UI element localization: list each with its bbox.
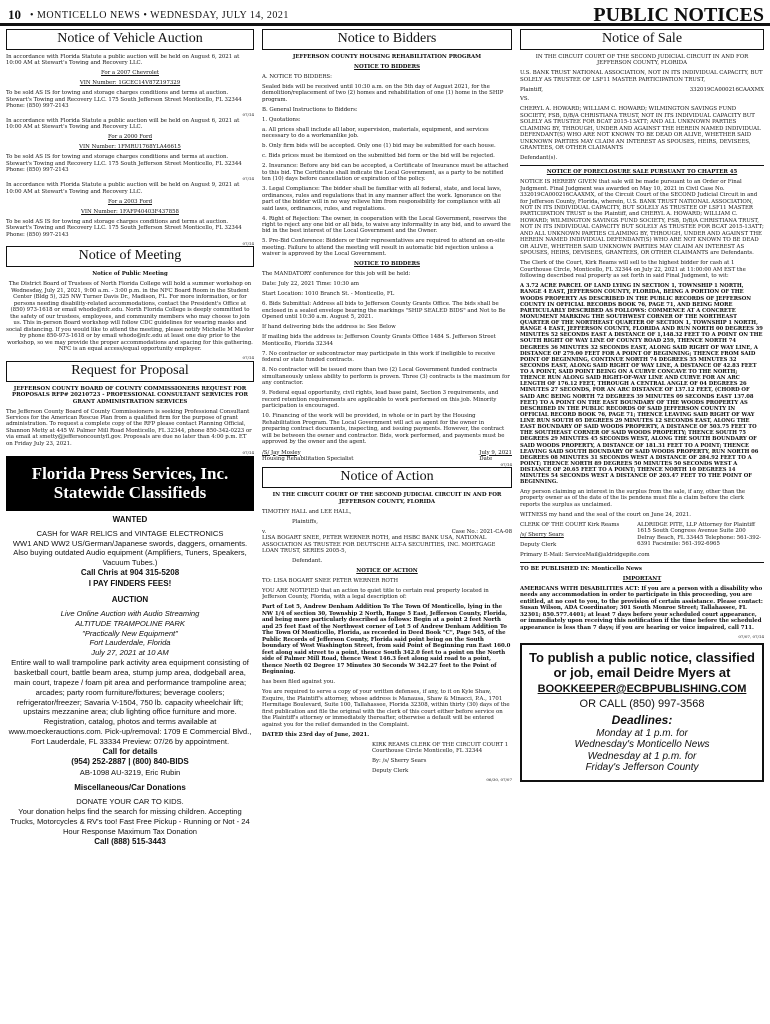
bidders-paragraph: 8. No contractor will be issued more than two (2) Local Government funded contracts simultaneously unless ability to perform is proven. Three (3) contracts is the maximum for any contractor. — [262, 367, 510, 387]
promo-deadline-line: Monday at 1 p.m. for — [596, 727, 688, 739]
action-subheading: NOTICE OF ACTION — [356, 567, 418, 574]
action-paragraph: YOU ARE NOTIFIED that an action to quiet title to certain real property located in Jefferson County, Florida, with a legal description of: — [262, 587, 489, 601]
bidders-paragraph: b. Only firm bids will be accepted. Only one (1) bid may be submitted for each house. — [262, 143, 496, 150]
promo-deadline-line: Wednesday at 1 p.m. for — [587, 750, 697, 762]
sale-deputy: Deputy Clerk — [520, 541, 557, 548]
bidders-paragraph: 5. Pre-Bid Conference: Bidders or their representatives are required to attend an on-site meeting. Failure to attend the meeting will result in automatic bid rejection unless a waiver is approved by the Local Government. — [262, 238, 505, 258]
bidders-section: A. NOTICE TO BIDDERS: — [262, 73, 332, 80]
auction-2-terms: To be sold AS IS for towing and storage charges conditions and terms at auction. Stewart's Towing and Recovery LLC. 175 South Jefferson Street Monticello, FL 32344 Phone: (850) 997-2143 — [6, 154, 242, 174]
wanted-heading: WANTED — [112, 514, 148, 524]
classifieds — [6, 515, 254, 847]
masthead: • MONTICELLO NEWS • WEDNESDAY, JULY 14, 2021 — [30, 10, 289, 21]
bidders-paragraph: c. Bids prices must be itemized on the submitted bid form or the bid will be rejected. — [262, 153, 495, 160]
signature-title: Housing Rehabilitation Specialist — [262, 456, 354, 463]
sale-signatures — [520, 522, 764, 552]
misc-heading: Miscellaneous/Car Donations — [74, 783, 186, 793]
signature-name: /S/ Jay Mosley — [262, 449, 301, 456]
sale-defendant-label: Defendant(s). — [520, 155, 558, 162]
auction-license: AB-1098 AU-3219, Eric Rubin — [79, 767, 181, 777]
action-dated: DATED this 23rd day of June, 2021. — [262, 731, 370, 738]
meeting-subtitle: Notice of Public Meeting — [92, 271, 168, 278]
sale-email: Primary E-Mail: ServiceMail@aldridgepite.com — [520, 551, 650, 558]
sale-heading: Notice of Sale — [520, 29, 764, 50]
section-title: PUBLIC NOTICES — [593, 4, 764, 26]
bidders-paragraph: Start Location: 1010 Branch St. - Monticello, FL — [262, 291, 395, 298]
date-code: 07/14 — [242, 176, 254, 182]
promo-deadline-line: Friday's Jefferson County — [585, 762, 699, 774]
wanted-fees: I PAY FINDERS FEES! — [88, 578, 172, 588]
bidders-heading: Notice to Bidders — [262, 29, 512, 50]
meeting-body: The District Board of Trustees of North Florida College will hold a summer workshop on Wednesday, July 21, 2021, 9:00 a.m. - 3:00 p.m. in the NFC Board Room in the Student Center (Bldg 5), 325 NW Turner Davis Dr., Madison, FL. For more information, or for persons needing disability-related accommodations, contact the President's Office at (850) 973-1618 or email whodo@nfc.edu. North Florida College is deeply committed to the safety of our trustees, employees, and community members who may choose to join us. This in-person Board workshop will follow CDC guidelines for wearing masks and social distancing. If you would like to attend the meeting, please notify Michelle M Mavlor by phone 850-973-1618 or by email whodo@nfc.edu at least one day prior to the workshop, so we may provide the proper accommodations and spacing for this gathering. NFC is an equal access/equal opportunity employer. — [6, 281, 254, 352]
wanted-line: WW1 AND WW2 US/German/Japanese swords, daggers, ornaments. — [12, 538, 248, 548]
bidders-paragraph: Sealed bids will be received until 10:30 a.m. on the 5th day of August 2021, for the demolition/replacement of two (2) homes and rehabilitation of one (1) home in the SHIP program. — [262, 83, 504, 103]
bidders-paragraph: 2. Insurance: Before any bid can be accepted, a Certificate of Insurance must be attached to this bid. The Certificate shall indicate the Local Government, as a party to be notified ten (10) days before cancellation or expiration of the policy. — [262, 163, 509, 183]
column-middle — [262, 29, 512, 1021]
auction-2-vehicle: For a 2000 Ford — [107, 134, 153, 141]
divider — [520, 562, 764, 563]
action-versus: v. — [262, 528, 267, 535]
bidders-paragraph: a. All prices shall include all labor, supervision, materials, equipment, and services necessary to do a workmanlike job. — [262, 126, 489, 140]
sale-legal-description: A 3.72 ACRE PARCEL OF LAND LYING IN SECTION 1, TOWNSHIP 1 NORTH, RANGE 4 EAST, JEFFERSON COUNTY, FLORIDA, BEING A PORTION OF THE WOODS PROPERTY AS DESCRIBED IN THE PUBLIC RECORDS OF JEFFERSON COUNTY IN OFFICIAL RECORDS BOOK 76, PAGE 71, AND BEING MORE PARTICULARLY DESCRIBED AS FOLLOWS: COMMENCE AT A CONCRETE MONUMENT MARKING THE SOUTHWEST CORNER OF THE NORTHEAST QUARTER OF THE NORTHEAST QUARTER OF SECTION 1, TOWNSHIP 1 NORTH, RANGE 4 EAST, JEFFERSON COUNTY, FLORIDA AND RUN NORTH 00 DEGREES 39 MINUTES 52 SECONDS EAST A DISTANCE OF 1,148.32 FEET TO A POINT ON THE SOUTH RIGHT OF WAY LINE OF COUNTY ROAD 259, THENCE NORTH 74 DEGREES 36 MINUTES 32 SECONDS EAST, ALONG SAID RIGHT OF WAY LINE, A DISTANCE OF 279.00 FEET FOR A POINT OF BEGINNING; THENCE FROM SAID POINT OF BEGINNING, CONTINUE NORTH 74 DEGREES 35 MINUTES 32 SECONDS EAST, ALONG SAID RIGHT OF WAY LINE, A DISTANCE OF 42.83 FEET TO A POINT, SAID POINT BEING ON A CURVE CONCAVE TO THE NORTH; THENCE RUN ALONG SAID RIGHT-OF-WAY LINE AND CURVE FOR AN ARC LENGTH OF 176.12 FEET, THROUGH A CENTRAL ANGLE OF 04 DEGREES 26 MINUTES 27 SECONDS, FOR AN ARC DISTANCE OF 137.12 FEET, (CHORD OF SAID ARC BEING NORTH 72 DEGREES 39 MINUTES 09 SECONDS EAST 137.08 FEET) TO A POINT ON THE EAST BOUNDARY OF THE WOODS PROPERTY AS DESCRIBED IN THE PUBLIC RECORDS OF SAID JEFFERSON COUNTY IN OFFICIAL RECORD BOOK 76, PAGE 71; THENCE LEAVING SAID RIGHT OF WAY LINE RUN SOUTH 05 DEGREES 29 MINUTES 12 SECONDS EAST, ALONG THE EAST BOUNDARY OF SAID WOODS PROPERTY, A DISTANCE OF 503.75 FEET TO THE SOUTHEAST CORNER OF SAID WOODS PROPERTY; THENCE SOUTH 75 DEGREES 29 MINUTES 45 SECONDS WEST, ALONG THE SOUTH BOUNDARY OF SAID WOODS PROPERTY, A DISTANCE OF 181.31 FEET TO A POINT; THENCE LEAVING SAID SOUTH BOUNDARY OF SAID WOODS PROPERTY, RUN NORTH 06 DEGREES 08 MINUTES 31 SECONDS WEST A DISTANCE OF 284.92 FEET TO A POINT; THENCE NORTH 89 DEGREES 50 MINUTES 50 SECONDS WEST A DISTANCE OF 20.65 FEET TO A POINT; THENCE NORTH 10 DEGREES 14 MINUTES 54 SECONDS WEST A DISTANCE OF 203.47 FEET TO THE POINT OF BEGINNING. — [520, 283, 763, 486]
date-code: 07/14 — [242, 354, 254, 360]
misc-line: Your donation helps find the search for missing children. Accepting Trucks, Motorcycles & RV's too! Fast Free Pickup - Running or Not - 24 Hour Response Maximum Tax Donation — [10, 807, 250, 836]
vehicle-auction-heading: Notice of Vehicle Auction — [6, 29, 254, 50]
sale-attorney: ALDRIDGE PITE, LLP Attorney for Plaintiff 1615 South Congress Avenue Suite 200 Delray Beach, FL 33445 Telephone: 561-392-6391 Facsimile: 561-392-6965 — [637, 521, 761, 548]
page-number: 10 — [8, 7, 21, 22]
column-left — [6, 29, 254, 1021]
action-plaintiff: TIMOTHY HALL and LEE HALL, — [262, 508, 352, 515]
proposal-heading: Request for Proposal — [6, 361, 254, 382]
bidders-program: JEFFERSON COUNTY HOUSING REHABILITATION PROGRAM — [292, 53, 482, 60]
date-code: 06/30, 07/07 — [486, 777, 512, 783]
sale-clerk: CLERK OF THE COURT Kirk Reams — [520, 521, 620, 528]
bidders-paragraph: Date: July 22, 2021 Time: 10:30 am — [262, 281, 359, 288]
promo-headline: To publish a public notice, classified or job, email Deidre Myers at — [529, 650, 755, 680]
date-code: 07/14 — [242, 449, 254, 455]
action-paragraph: has been filed against you. — [262, 679, 336, 686]
auction-3-intro: In accordance with Florida Statute a public auction will be held on August 9, 2021 at 10:00 AM at Stewart's Towing and Recovery LLC. — [6, 182, 240, 195]
auction-heading: AUCTION — [111, 594, 149, 604]
bidders-section: B. General Instructions to Bidders: — [262, 106, 358, 113]
bidders-paragraph: If mailing bids the address is: Jefferson County Grants Office 1484 S. Jefferson Street Monticello, Florida 32344 — [262, 334, 496, 347]
signature-date-label: Date — [479, 456, 493, 463]
action-defendant-label: Defendant. — [292, 557, 323, 564]
date-code: 07/14 — [242, 240, 254, 246]
sale-plaintiff-label: Plaintiff, — [520, 86, 544, 93]
sale-important: IMPORTANT — [622, 575, 662, 582]
sale-signed-by: /s/ Sherry Sears — [520, 531, 564, 538]
misc-phone: Call (888) 515-3443 — [94, 836, 166, 846]
sale-defendants: CHERYL A. HOWARD; WILLIAM C. HOWARD; WILMINGTON SAVINGS FUND SOCIETY, FSB, D/B/A CHRISTIANA TRUST, NOT IN ITS INDIVIDUAL CAPACITY BUT SOLELY AS TRUSTEE FOR BCAT 2015-13ATT; AND ALL UNKNOWN PARTIES CLAIMING BY, THROUGH, UNDER AND AGAINST THE HEREIN NAMED INDIVIDUAL DEFENDANT(S) WHO ARE NOT KNOWN TO BE DEAD OR ALIVE, WHETHER SAID UNKNOWN PARTIES MAY CLAIM AN INTEREST AS SPOUSES, HEIRS, DEVISEES, GRANTEES, OR OTHER CLAIMANTS — [520, 106, 761, 152]
action-court: IN THE CIRCUIT COURT OF THE SECOND JUDICIAL CIRCUIT IN AND FOR JEFFERSON COUNTY, FLORIDA — [272, 492, 502, 505]
bidders-paragraph: 6. Bids Submittal: Address all bids to Jefferson County Grants Office. The bids shall be enclosed in a sealed envelope bearing the markings "SHIP SEALED BIDS" and Not to Be Opened until 10:30 a.m. August 5, 2021. — [262, 301, 506, 321]
bidders-subheading: NOTICE TO BIDDERS — [354, 63, 420, 70]
action-heading: Notice of Action — [262, 467, 512, 488]
auction-2-vin: VIN Number: 1FMRU1768YLA46615 — [79, 144, 181, 151]
sale-case-number: 332019CA000216CAAXMX — [689, 86, 764, 93]
auction-phone: (954) 252-2887 | (800) 840-BIDS — [71, 757, 189, 767]
meeting-heading: Notice of Meeting — [6, 246, 254, 267]
bidders-paragraph: 3. Legal Compliance: The bidder shall be familiar with all federal, state, and local laws, ordinances, rules and regulations that in any manner affect the work. Ignorance on the part of the bidder will in no way relieve him from responsibility for compliance with all said laws, ordinances, rules, and regulations. — [262, 186, 502, 212]
bidders-paragraph: 9. Federal equal opportunity, civil rights, lead base paint, Section 3 requirements, and record retention requirements are applicable to work performed on this job. Minority participation is encouraged. — [262, 390, 499, 410]
auction-call: Call for details — [102, 746, 158, 756]
bidders-paragraph: 1. Quotations: — [262, 116, 301, 123]
auction-1-vin: VIN Number: 1GCEC14V87Z197329 — [79, 80, 181, 87]
sale-versus: VS. — [520, 96, 530, 103]
action-clerk: KIRK REAMS CLERK OF THE CIRCUIT COURT 1 Courthouse Circle Monticello, FL 32344 — [372, 741, 509, 755]
promo-email[interactable]: BOOKKEEPER@ECBPUBLISHING.COM — [537, 683, 747, 696]
auction-3-terms: To be sold AS IS for towing and storage charges conditions and terms at auction. Stewart's Towing and Recovery LLC. 175 South Jefferson Street Monticello, FL 32344 Phone: (850) 997-2143 — [6, 218, 242, 238]
action-paragraph: You are required to serve a copy of your written defenses, if any, to it on Kyle Shaw, Esquire, the Plaintiff's attorney, whose address is Manausa, Shaw & Minacci, P.A., 1701 Hermitage Boulevard, Suite 100, Tallahassee, Florida 32308, within thirty (30) days of the first publication and file the original with the clerk of this court either before service on the Plaintiff's attorney or immediately thereafter, otherwise a default will be entered against you for the relief demanded in the Complaint. — [262, 689, 510, 728]
action-to: TO: LISA BOGART SNEE PETER WERNER ROTH — [262, 577, 399, 584]
misc-line: DONATE YOUR CAR TO KIDS. — [76, 797, 184, 807]
bidders-paragraph: 4. Right of Rejection: The owner, in cooperation with the Local Government, reserves the right to reject any one bid or all bids, to waive any informality in any bid, and to award the bid in the best interest of the Local Government and the Owner. — [262, 215, 511, 235]
auction-2-intro: In accordance with Florida Statute a public auction will be held on August 6, 2021 at 10:00 AM at Stewart's Towing and Recovery LLC. — [6, 117, 240, 131]
auction-line: ALTITUDE TRAMPOLINE PARK — [75, 618, 185, 628]
sale-plaintiff: U.S. BANK TRUST NATIONAL ASSOCIATION, NOT IN ITS INDIVIDUAL CAPACITY, BUT SOLELY AS TRUSTEE OF LSF11 MASTER PARTICIPATION TRUST, — [520, 70, 763, 83]
auction-line: "Practically New Equipment" — [82, 628, 178, 638]
sale-ada-notice: AMERICANS WITH DISABILITIES ACT: If you are a person with a disability who needs any accommodation in order to participate in this proceeding, you are entitled, at no cost to you, to the provision of certain assistance. Please contact: Susan Wilson, ADA Coordinator; 301 South Monroe Street; Tallahassee, FL 32301; 850.577.4401; at least 7 days before your scheduled court appearance, or immediately upon receiving this notification if the time before the scheduled appearance is less than 7 days; if you are hearing or voice impaired, call 711. — [520, 585, 763, 631]
date-code: 07/14 — [242, 112, 254, 118]
column-right — [520, 29, 764, 1021]
action-case-number: Case No.: 2021-CA-08 — [451, 528, 512, 535]
wanted-line: Also buying outdated Audio equipment (Amplifiers, Tuners, Speakers, Vacuum Tubes.) — [13, 548, 247, 568]
proposal-subheading: JEFFERSON COUNTY BOARD OF COUNTY COMMISSIONERS REQUEST FOR PROPOSALS RFP# 20210723 - PROFESSIONAL CONSULTANT SERVICES FOR GRANT ADMINISTRATION SERVICES — [12, 385, 248, 405]
action-plaintiff-label: Plaintiffs, — [292, 518, 318, 525]
auction-1-vehicle: For a 2007 Chevrolet — [100, 70, 160, 77]
classifieds-banner: Florida Press Services, Inc. Statewide Classifieds — [6, 456, 254, 511]
promo-phone: OR CALL (850) 997-3568 — [579, 698, 705, 711]
action-defendants: LISA BOGART SNEE, PETER WERNER ROTH, and HSBC BANK USA, NATIONAL ASSOCIATION AS TRUSTEE FOR DEUTSCHE ALT-A SECURITIES, INC. MORTGAGE LOAN TRUST, SERIES 2005-5, — [262, 535, 496, 554]
bidders-paragraph: The MANDATORY conference for this job will be held: — [262, 271, 411, 278]
bidders-paragraph: If hand delivering bids the address is: See Below — [262, 324, 396, 331]
action-deputy: Deputy Clerk — [372, 768, 409, 775]
wanted-phone: Call Chris at 904 315-5208 — [80, 568, 180, 578]
sale-subheading: NOTICE OF FORECLOSURE SALE PURSUANT TO CHAPTER 45 — [546, 169, 738, 176]
action-legal-description: Part of Lot 5, Andrew Denham Addition To The Town Of Monticello, lying in the NW 1/4 of section 30, Township 2 North, Range 5 East, Jefferson County, Florida, and being more particularly described as follows: Begin at a point 2 feet North and 25 feet East of the Northwest corner of Lot 5 of Andrew Denham Addition To The Town Of Monticello, Florida, as recorded in Deed Book "C", Page 545, of the Public Records of Jefferson County, Florida said point being on the South boundary of West Washington Street, from said Point of Beginning run East 160.0 feet along said street to a point, thence South 342.0 feet to a point on the North side of Palmer Mill Road, thence West 146.3 feet along said road to a point, thence North 02 Degree 17 Minutes 30 Seconds W 342.27 feet to the Point of Beginning. — [262, 604, 511, 676]
bidders-subheading: NOTICE TO BIDDERS — [354, 261, 420, 268]
auction-line: Live Online Auction with Audio Streaming — [60, 608, 200, 618]
sale-court: IN THE CIRCUIT COURT OF THE SECOND JUDICIAL CIRCUIT IN AND FOR JEFFERSON COUNTY, FLORIDA — [535, 53, 749, 67]
date-code: 07/07, 07/14 — [738, 633, 764, 639]
auction-1-intro: In accordance with Florida Statute a public auction will be held on August 6, 2021 at 10:00 AM at Stewart's Towing and Recovery LLC. — [6, 53, 240, 67]
auction-details: Entire wall to wall trampoline park activity area equipment consisting of basketball court, battle beam area, stump jump area, dodgeball area, main court, trapeze / foam pit area and performance trampoline area; arcades; party room furniture/fixtures; beverage coolers; refrigerator/freezer; Savaria V-1504, 750 lb. capacity wheelchair lift; upstairs mezzanine area; club lighting office furniture and more. Registration, catalog, photos and terms available at www.moeckerauctions.com. Pick-up/removal: 1709 E Commercial Blvd., Fort Lauderdale, FL 33334 Preview: 07/26 by appointment. — [8, 658, 252, 746]
auction-3-vin: VIN Number: 1FAFP40403F437858 — [81, 208, 179, 215]
publish-notice-box — [520, 643, 764, 781]
proposal-body: The Jefferson County Board of County Commissioners is seeking Professional Consultant Services for the American Rescue Plan from a qualified firm for the purpose of grant administration. To request a complete copy of the RFP please contact Planning Official, Shannon Metty at 445 W. Palmer Mill Road Monticello, FL 32344, phone 850-342-0223 or via email at smetty@jeffersoncountyfl.gov. Proposals are due no later than 4:00 p.m. ET on Friday July 23, 2021. — [6, 408, 252, 447]
sale-case-row — [520, 87, 764, 93]
sale-paragraph: Any person claiming an interest in the surplus from the sale, if any, other than the property owner as of the date of the lis pendens must file a claim before the clerk reports the surplus as unclaimed. — [520, 488, 746, 508]
auction-line: Fort Lauderdale, Florida — [89, 638, 171, 648]
sale-witness: WITNESS my hand and the seal of the court on June 24, 2021. — [520, 511, 691, 518]
sale-publication: TO BE PUBLISHED IN: Monticello News — [520, 565, 642, 572]
sale-paragraph: The Clerk of the Court, Kirk Reams will sell to the highest bidder for cash at 1 Courthouse Circle, Monticello, FL 32344 on July 22, 2021 at 11:00:00 AM EST the following described real property as set forth in said Final Judgment, to wit: — [520, 260, 746, 280]
auction-3-vehicle: For a 2003 Ford — [107, 198, 153, 205]
auction-1-terms: To be sold AS IS for towing and storage charges conditions and terms at auction. Stewart's Towing and Recovery LLC. 175 South Jefferson Street Monticello, FL 32344 Phone: (850) 997-2143 — [6, 90, 242, 110]
page-header — [0, 0, 770, 26]
promo-deadline-line: Wednesday's Monticello News — [574, 739, 710, 751]
auction-line: July 27, 2021 at 10 AM — [91, 648, 169, 658]
bidders-signature — [262, 450, 512, 463]
signature-date: July 9, 2021 — [479, 449, 512, 456]
sale-paragraph: NOTICE IS HEREBY GIVEN that sale will be made pursuant to an Order or Final Judgment. Final Judgment was awarded on May 10, 2021 in Civil Case No. 332019CA000216CAAXMX, of the Circuit Court of the SECOND Judicial Circuit in and for Jefferson County, Florida, wherein, U.S. BANK TRUST NATIONAL ASSOCIATION, NOT IN ITS INDIVIDUAL CAPACITY, BUT SOLELY AS TRUSTEE OF LSF11 MASTER PARTICIPATION TRUST is the Plaintiff, and CHERYL A. HOWARD; WILLIAM C. HOWARD; WILMINGTON SAVINGS FUND SOCIETY, FSB, D/B/A CHRISTIANA TRUST, NOT IN ITS INDIVIDUAL CAPACITY BUT SOLELY AS TRUSTEE FOR BCAT 2015-13ATT; AND ALL UNKNOWN PARTIES CLAIMING BY, THROUGH, UNDER AND AGAINST THE HEREIN NAMED INDIVIDUAL DEFENDANT(S) WHO ARE NOT KNOWN TO BE DEAD OR ALIVE, WHETHER SAID UNKNOWN PARTIES MAY CLAIM AN INTEREST AS SPOUSES, HEIRS, DEVISEES, GRANTEES, OR OTHER CLAIMANTS are Defendants. — [520, 179, 764, 257]
bidders-paragraph: 7. No contractor or subcontractor may participate in this work if ineligible to receive federal or state funded contracts. — [262, 350, 496, 364]
bidders-paragraph: 10. Financing of the work will be provided, in whole or in part by the Housing Rehabilitation Program. The Local Government will act as agent for the owner in preparing contract documents, inspecting, and issuing payments. However, the contract will be between the owner and contractor. Bids, work performed, and payments must be approved by the owner and the agent. — [262, 413, 505, 446]
wanted-line: CASH for WAR RELICS and VINTAGE ELECTRONICS — [36, 528, 224, 538]
divider — [520, 165, 764, 166]
promo-deadlines-heading: Deadlines: — [611, 713, 673, 728]
date-code: 07/14 — [500, 461, 512, 467]
action-signed-by: By: /s/ Sherry Sears — [372, 758, 427, 765]
